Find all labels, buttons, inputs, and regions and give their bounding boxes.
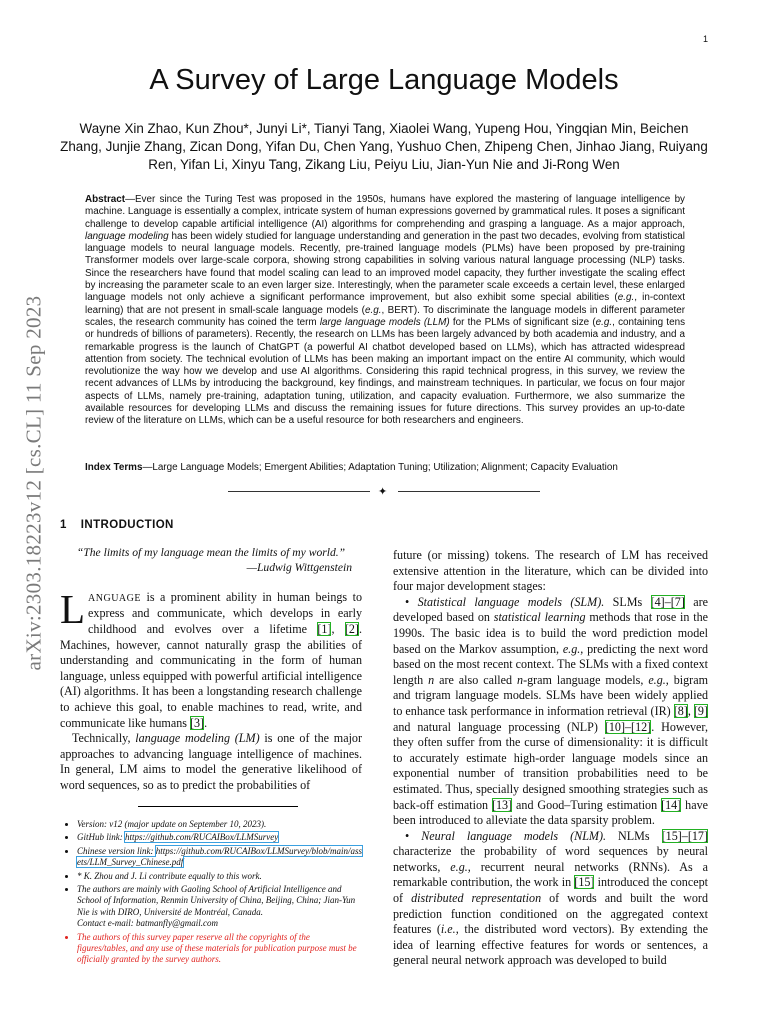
arxiv-stamp (14, 268, 54, 698)
intro-paragraph-continued: future (or missing) tokens. The research of LM has received extensive attention in the literature, which can be divided into four major development stages: (393, 548, 708, 594)
footnote-copyright: • The authors of this survey paper reserve all the copyrights of the figures/tables, and any use of these materials for publication purpose must be officially granted by the survey authors. (77, 932, 362, 966)
index-terms-label: Index Terms (85, 462, 143, 473)
paper-title: A Survey of Large Language Models (149, 64, 619, 96)
index-terms: Index Terms—Large Language Models; Emergent Abilities; Adaptation Tuning; Utilization; Alignment; Capacity Evaluation (85, 462, 618, 473)
footnote-version: • Version: v12 (major update on September 10, 2023). (77, 819, 362, 830)
citation-link[interactable]: [9] (693, 703, 708, 718)
dropcap: L (60, 585, 86, 632)
citation-link[interactable]: [4]–[7] (650, 594, 685, 609)
page-number: 1 (702, 34, 708, 44)
section-heading: 1 INTRODUCTION (60, 519, 174, 531)
epigraph-attribution: —Ludwig Wittgenstein (246, 561, 352, 575)
separator-line-right (398, 491, 540, 492)
epigraph-quote: “The limits of my language mean the limits of my world.” (76, 545, 346, 559)
abstract-label: Abstract (85, 194, 126, 205)
citation-link[interactable]: [14] (661, 797, 682, 812)
separator-line-left (228, 491, 370, 492)
nlm-paragraph: • Neural language models (NLM). NLMs [15]–[17] characterize the probability of word sequences by neural networks, e.g., recurrent neural networks (RNNs). As a remarkable contribution, the work in [15] introduced the concept of distributed representation of words and built the word prediction function conditioned on the aggregated context features (i.e., the distributed word vectors). By extending the idea of learning effective features for words or sentences, a general neural network approach was developed to build (393, 828, 708, 968)
footnote-equal-contribution: • * K. Zhou and J. Li contribute equally to this work. (77, 871, 362, 882)
citation-link[interactable]: [10]–[12] (604, 719, 652, 734)
footnote-chinese-version: • Chinese version link: https://github.com/RUCAIBox/LLMSurvey/blob/main/assets/LLM_Survey_Chinese.pdf (77, 846, 362, 869)
separator-diamond-icon: ✦ (378, 486, 388, 498)
intro-paragraph-2: Technically, language modeling (LM) is one of the major approaches to advancing language intelligence of machines. In general, LM aims to model the generative likelihood of word sequences, so as to predict the probabilities of (60, 731, 362, 792)
right-column (393, 548, 708, 969)
left-column (60, 518, 362, 794)
citation-link[interactable]: [15]–[17] (661, 828, 708, 843)
author-list: Wayne Xin Zhao, Kun Zhou*, Junyi Li*, Tianyi Tang, Xiaolei Wang, Yupeng Hou, Yingqian Min, Beichen Zhang, Junjie Zhang, Zican Dong, Yifan Du, Chen Yang, Yushuo Chen, Zhipeng Chen, Jinhao Jiang, Ruiyang Ren, Yifan Li, Xinyu Tang, Zikang Liu, Peiyu Liu, Jian-Yun Nie and Ji-Rong Wen (60, 121, 708, 172)
abstract: Abstract—Ever since the Turing Test was proposed in the 1950s, humans have explored the mastering of language intelligence by machine. Language is essentially a complex, intricate system of human expressions governed by grammatical rules. It poses a significant challenge to develop capable artificial intelligence (AI) algorithms for comprehending and grasping a language. As a major approach, language modeling has been widely studied for language understanding and generation in the past two decades, evolving from statistical language models to neural language models. Recently, pre-trained language models (PLMs) have been proposed by pre-training Transformer models over large-scale corpora, showing strong capabilities in solving various natural language processing (NLP) tasks. Since the researchers have found that model scaling can lead to an improved model capacity, they further investigate the scaling effect by increasing the parameter scale to an even larger size. Interestingly, when the parameter scale exceeds a certain level, these enlarged language models not only achieve a significant performance improvement, but also exhibit some special abilities (e.g., in-context learning) that are not present in small-scale language models (e.g., BERT). To discriminate the language models in different parameter scales, the research community has coined the term large language models (LLM) for the PLMs of significant size (e.g., containing tens or hundreds of billions of parameters). Recently, the research on LLMs has been largely advanced by both academia and industry, and a remarkable progress is the launch of ChatGPT (a powerful AI chatbot developed based on LLMs), which has attracted widespread attention from society. The technical evolution of LLMs has been making an important impact on the entire AI community, which would revolutionize the way how we develop and use AI algorithms. Considering this rapid technical progress, in this survey, we review the recent advances of LLMs by introducing the background, key findings, and mainstream techniques. In particular, we focus on four major aspects of LLMs, namely pre-training, adaptation tuning, utilization, and capacity evaluation. Furthermore, we also summarize the available resources for developing LLMs and discuss the remaining issues for future directions. This survey provides an up-to-date review of the literature on LLMs, which can be a useful resource for both researchers and engineers. (85, 194, 686, 427)
citation-link[interactable]: [3] (189, 715, 205, 730)
footnote-affiliation: • The authors are mainly with Gaoling School of Artificial Intelligence and School of Information, Renmin University of China, Beijing, China; Jian-Yun Nie is with DIRO, Université de Montréal, Canada. Contact e-mail: batmanfly@gmail.com (77, 884, 362, 930)
citation-link[interactable]: [8] (673, 703, 688, 718)
section-separator (228, 486, 540, 498)
github-link[interactable]: https://github.com/RUCAIBox/LLMSurvey (125, 832, 279, 843)
slm-paragraph: • Statistical language models (SLM). SLMs [4]–[7] are developed based on statistical learning methods that rose in the 1990s. The basic idea is to build the word prediction model based on the Markov assumption, e.g., predicting the next word based on the most recent context. The SLMs with a fixed context length n are also called n-gram language models, e.g., bigram and trigram language models. SLMs have been widely applied to enhance task performance in information retrieval (IR) [8], [9] and natural language processing (NLP) [10]–[12]. However, they often suffer from the curse of dimensionality: it is difficult to accurately estimate high-order language models since an exponential number of transition probabilities need to be estimated. Thus, specially designed smoothing strategies such as back-off estimation [13] and Good–Turing estimation [14] have been introduced to alleviate the data sparsity problem. (393, 594, 708, 828)
footnote-rule (138, 806, 298, 807)
arxiv-stamp-text: arXiv:2303.18223v12 [cs.CL] 11 Sep 2023 (21, 295, 46, 671)
citation-link[interactable]: [2] (344, 621, 359, 636)
chinese-version-link[interactable]: https://github.com/RUCAIBox/LLMSurvey/blob/main/assets/LLM_Survey_Chinese.pdf (77, 845, 362, 868)
citation-link[interactable]: [1] (317, 621, 332, 636)
footnote-github: • GitHub link: https://github.com/RUCAIBox/LLMSurvey (77, 832, 362, 843)
citation-link[interactable]: [15] (574, 875, 595, 890)
intro-paragraph-1: LANGUAGE is a prominent ability in human beings to express and communicate, which develops in early childhood and evolves over a lifetime [1], [2]. Machines, however, cannot naturally grasp the abilities of understanding and communicating in the form of human language, unless equipped with powerful artificial intelligence (AI) algorithms. It has been a longstanding research challenge to achieve this goal, to enable machines to read, write, and communicate like humans [3]. (60, 585, 362, 730)
footnotes (60, 819, 362, 968)
citation-link[interactable]: [13] (491, 797, 513, 812)
